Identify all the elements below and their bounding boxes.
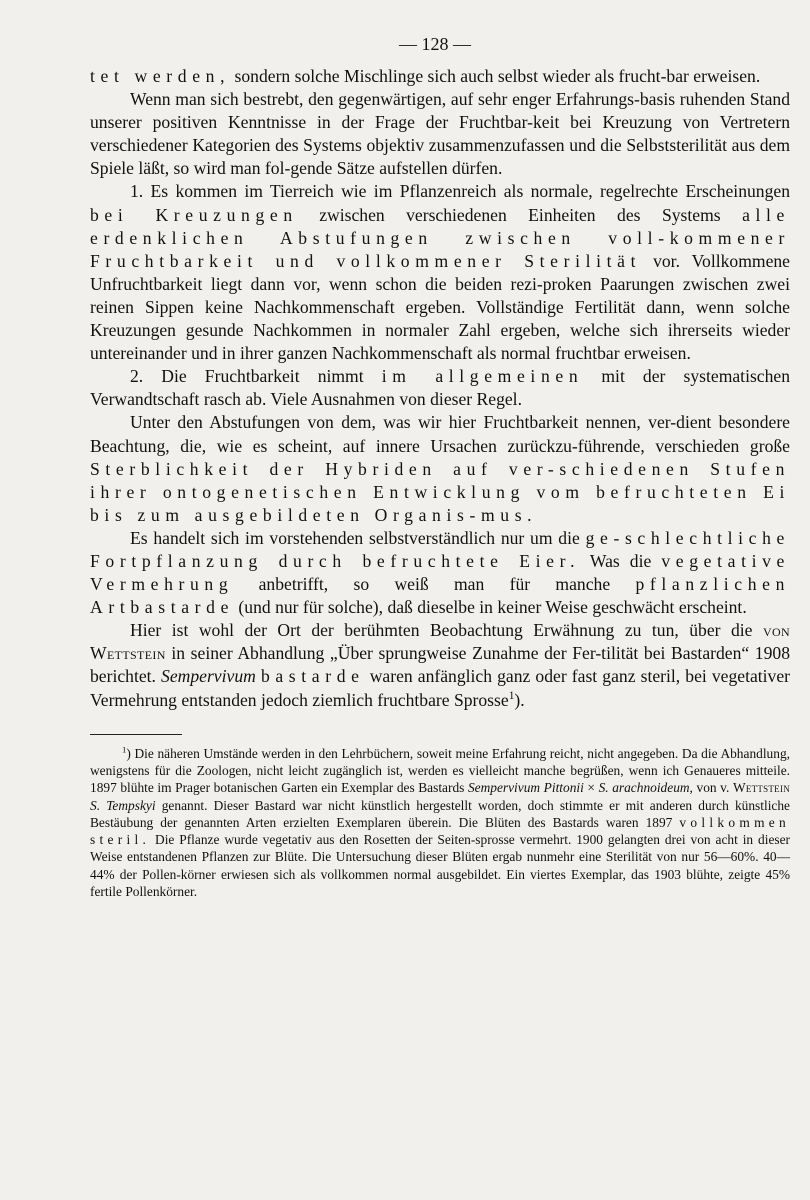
text-run: Es handelt sich im vorstehenden selbstverständlich nur um die: [130, 527, 586, 548]
paragraph-7: [90, 619, 790, 711]
text-small-caps: Wettstein: [732, 780, 790, 796]
text-spaced: pflanzlichen Artbastarde: [90, 574, 790, 618]
text-spaced: bastarde: [260, 666, 365, 687]
text-italic: Sempervivum Pittonii: [467, 780, 584, 796]
page-number: — 128 —: [399, 34, 471, 54]
text-superscript: 1: [508, 689, 515, 702]
text-run: Die Pflanze wurde vegetativ aus den Rosetten der Seiten-sprosse vermehrt. 1900 gelangten drei von acht in dieser Weise entstandenen Pflanzen zur Blüte. Die Untersuchung dieser Blüten ergab nunmehr eine Sterilität von nur 56—60%. 40—44% der Pollen-körner erwiesen sich als vollkommen normal ausgebildet. Ein viertes Exemplar, das 1903 blühte, zeigte 45% fertile Pollenkörner.: [90, 832, 790, 899]
footnote: [90, 745, 790, 901]
text-spaced: ge-schlechtliche Fortpflanzung durch befruchtete Eier.: [90, 527, 790, 571]
text-run: (und nur für solche), daß dieselbe in keiner Weise geschwächt erscheint.: [234, 597, 747, 618]
text-run: Unter den Abstufungen von dem, was wir hier Fruchtbarkeit nennen, ver-dient besondere Beachtung, die, wie es scheint, auf innere Ursachen zurückzu-führende, verschieden große: [90, 412, 790, 456]
text-spaced: im allgemeinen: [381, 366, 584, 387]
text-run: 1. Es kommen im Tierreich wie im Pflanzenreich als normale, regelrechte Erscheinungen: [130, 181, 790, 202]
paragraph-4: [90, 365, 790, 411]
paragraph-2: [90, 88, 790, 180]
text-spaced: Sterblichkeit der Hybriden auf ver-schiedenen Stufen ihrer ontogenetischen Entwicklung vom befruchteten Ei bis zum ausgebildeten Organis-mus.: [90, 458, 790, 525]
text-run: waren anfänglich ganz oder fast ganz steril, bei vegetativer Vermehrung entstanden jedoch ziemlich fruchtbare Sprosse: [90, 666, 791, 710]
text-run: ×: [583, 780, 599, 796]
paragraph-6: [90, 527, 790, 619]
text-spaced: vollkommen steril.: [90, 814, 790, 848]
text-italic: S. Tempskyi: [90, 797, 156, 813]
text-run: Hier ist wohl der Ort der berühmten Beobachtung Erwähnung zu tun, über die: [130, 620, 763, 641]
text-small-caps: von Wettstein: [90, 620, 790, 664]
text-run: 2. Die Fruchtbarkeit nimmt: [130, 366, 382, 387]
text-run: genannt. Dieser Bastard war nicht künstlich hergestellt worden, doch stimmte er mit anderen durch künstliche Bestäubung der genannten Arten erzielten Exemplaren überein. Die Blüten des Bastards waren 1897: [90, 797, 790, 830]
text-run: in seiner Abhandlung „Über sprungweise Zunahme der Fer-tilität bei Bastarden“ 1908 berichtet.: [90, 643, 790, 687]
text-superscript: 1: [122, 744, 127, 755]
text-spaced: tet werden,: [90, 66, 231, 86]
paragraph-1: [90, 65, 790, 88]
body-text: [90, 65, 790, 712]
text-run: Was die: [580, 550, 662, 571]
text-run: mit der systematischen Verwandtschaft rasch ab. Viele Ausnahmen von dieser Regel.: [90, 366, 791, 410]
paragraph-5: [90, 411, 790, 526]
text-italic: S. arachnoideum,: [598, 780, 693, 796]
text-run: sondern solche Mischlinge sich auch selbst wieder als frucht-bar erweisen.: [230, 66, 761, 86]
text-spaced: bei Kreuzungen: [90, 204, 298, 225]
footnote-text: [90, 745, 790, 901]
text-italic: Sempervivum: [161, 666, 256, 687]
text-run: vor. Vollkommene Unfruchtbarkeit liegt dann vor, wenn schon die beiden rezi-proken Paarungen zwischen zwei reinen Sippen keine Nachkommenschaft ergeben. Vollständige Fertilität dann, wenn solche Kreuzungen gesunde Nachkommen in normaler Zahl ergeben, welche sich ihrerseits wieder untereinander und in ihrer ganzen Nachkommenschaft als normal fruchtbar erweisen.: [90, 250, 790, 364]
text-run: ).: [514, 689, 525, 710]
text-run: zwischen verschiedenen Einheiten des Systems: [297, 204, 743, 225]
text-run: ) Die näheren Umstände werden in den Lehrbüchern, soweit meine Erfahrung reicht, nicht angegeben. Da die Abhandlung, wenigstens für die Zoologen, nicht leicht zugänglich ist, werden es vielleicht manche begrüßen, wenn ich Genaueres mitteile. 1897 blühte im Prager botanischen Garten ein Exemplar des Bastards: [90, 745, 790, 796]
paragraph-3: [90, 180, 790, 365]
text-run: von v.: [692, 780, 733, 796]
text-spaced: vegetative Vermehrung: [90, 550, 790, 595]
text-spaced: alle erdenklichen Abstufungen zwischen voll-kommener Fruchtbarkeit und vollkommener Sterilität: [90, 204, 790, 271]
footnote-divider: [90, 734, 182, 735]
text-run: anbetrifft, so weiß man für manche: [233, 574, 636, 595]
text-run: Wenn man sich bestrebt, den gegenwärtigen, auf sehr enger Erfahrungs-basis ruhenden Stand unserer positiven Kenntnisse in der Frage der Fruchtbar-keit bei Kreuzung von Vertretern verschiedener Kategorien des Systems objektiv zusammenzufassen und die Selbststerilität aus dem Spiele läßt, so wird man fol-gende Sätze aufstellen dürfen.: [90, 89, 790, 179]
